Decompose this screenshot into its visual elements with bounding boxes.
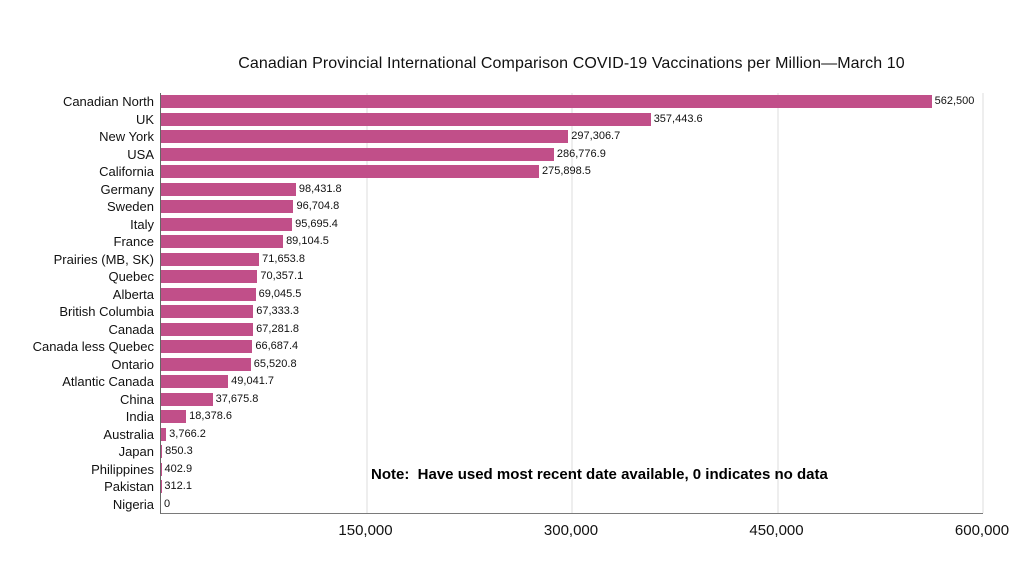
bar: [161, 235, 283, 248]
bar-row: [161, 338, 983, 356]
category-label: Japan: [118, 444, 154, 460]
bar-row: [161, 251, 983, 269]
value-label: 37,675.8: [215, 392, 259, 405]
category-labels: [0, 93, 154, 513]
value-label: 89,104.5: [286, 235, 329, 248]
x-tick-label: 150,000: [338, 522, 393, 539]
value-label: 357,443.6: [653, 112, 703, 125]
bar-row: [161, 303, 983, 321]
bar-row: [161, 408, 983, 426]
bar: [161, 165, 539, 178]
bar-row: [161, 93, 983, 111]
bar: [161, 130, 568, 143]
category-label: Germany: [100, 181, 154, 197]
bar-row: [161, 268, 983, 286]
x-tick-label: 300,000: [543, 522, 599, 539]
value-label: 18,378.6: [189, 410, 232, 423]
bar-row: [161, 286, 983, 304]
bar-row: [161, 496, 983, 514]
bar: [161, 358, 251, 371]
chart-title-wrap: [160, 55, 983, 73]
category-label: New York: [99, 129, 154, 145]
value-label: 312.1: [164, 480, 192, 493]
bar-row: [161, 426, 983, 444]
x-tick-label: 450,000: [749, 522, 804, 539]
bar: [161, 200, 293, 213]
category-label: Canada less Quebec: [32, 339, 154, 355]
bar-row: [161, 373, 983, 391]
value-label: 402.9: [164, 462, 193, 475]
category-label: California: [99, 164, 154, 180]
category-label: Alberta: [112, 286, 154, 302]
category-label: Pakistan: [104, 479, 154, 495]
category-label: Prairies (MB, SK): [53, 251, 154, 267]
category-label: UK: [135, 111, 154, 127]
x-tick-label: 600,000: [954, 522, 1010, 539]
bar-row: [161, 198, 983, 216]
bar: [161, 148, 554, 161]
value-label: 275,898.5: [541, 165, 591, 178]
bar: [161, 323, 253, 336]
value-label: 71,653.8: [262, 252, 305, 265]
bar: [161, 463, 162, 476]
value-label: 66,687.4: [255, 340, 299, 353]
bar: [161, 410, 186, 423]
category-label: Sweden: [107, 199, 154, 215]
chart-note: Note: Have used most recent date available, 0 indicates no data: [371, 466, 828, 483]
category-label: Australia: [103, 426, 154, 442]
category-label: Quebec: [108, 269, 154, 285]
value-label: 95,695.4: [295, 217, 338, 230]
category-label: China: [120, 391, 154, 407]
bar-row: [161, 163, 983, 181]
value-label: 562,500: [934, 95, 975, 108]
value-label: 67,281.8: [256, 322, 299, 335]
value-label: 49,041.7: [231, 375, 274, 388]
bar: [161, 428, 166, 441]
category-label: Atlantic Canada: [62, 374, 154, 390]
bar-row: [161, 181, 983, 199]
value-label: 70,357.1: [260, 270, 304, 283]
category-label: British Columbia: [59, 304, 154, 320]
bar-row: [161, 146, 983, 164]
category-label: Nigeria: [112, 496, 154, 512]
bar-row: [161, 233, 983, 251]
bar: [161, 270, 257, 283]
category-label: Ontario: [111, 356, 154, 372]
plot-area: [160, 93, 983, 514]
bar: [161, 113, 651, 126]
bar: [161, 218, 292, 231]
bar-row: [161, 391, 983, 409]
value-label: 69,045.5: [258, 287, 302, 300]
bar: [161, 288, 256, 301]
bar-rows: [161, 93, 983, 513]
category-label: Canadian North: [62, 94, 154, 110]
bar-row: [161, 111, 983, 129]
category-label: USA: [127, 146, 154, 162]
category-label: Italy: [130, 216, 154, 232]
category-label: Canada: [108, 321, 154, 337]
value-label: 98,431.8: [298, 182, 342, 195]
value-label: 96,704.8: [296, 200, 340, 213]
bar: [161, 375, 228, 388]
bar: [161, 253, 259, 266]
bar-row: [161, 216, 983, 234]
bar-row: [161, 321, 983, 339]
bar-row: [161, 128, 983, 146]
bar-row: [161, 356, 983, 374]
bar: [161, 340, 252, 353]
value-label: 65,520.8: [253, 357, 297, 370]
value-label: 67,333.3: [256, 305, 300, 318]
bar: [161, 305, 253, 318]
category-label: India: [125, 409, 154, 425]
category-label: France: [113, 234, 154, 250]
value-label: 286,776.9: [556, 147, 606, 160]
value-label: 3,766.2: [169, 427, 206, 440]
chart-title: Canadian Provincial International Comparison COVID-19 Vaccinations per Million—March 10: [238, 55, 905, 72]
bar: [161, 393, 213, 406]
value-label: 297,306.7: [571, 130, 621, 143]
x-axis-ticks: [160, 522, 1010, 542]
category-label: Philippines: [91, 461, 154, 477]
bar: [161, 445, 162, 458]
value-label: 0: [164, 497, 171, 510]
bar: [161, 95, 932, 108]
value-label: 850.3: [165, 445, 193, 458]
bar-row: [161, 443, 983, 461]
bar: [161, 183, 296, 196]
